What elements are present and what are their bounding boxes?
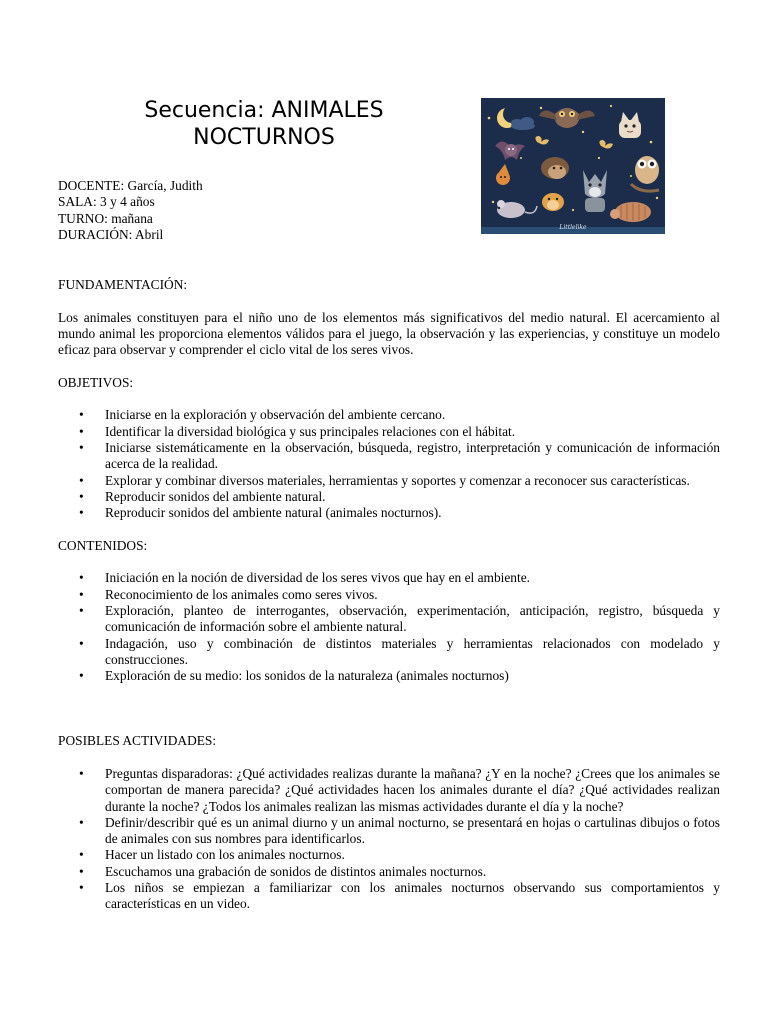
turno-line: TURNO: mañana [58,210,153,226]
list-item: • Iniciación en la noción de diversidad de los seres vivos que hay en el ambiente. [79,570,531,586]
list-item-text: Reproducir sonidos del ambiente natural. [105,488,326,504]
list-item: • Reconocimiento de los animales como seres vivos. [79,586,378,602]
list-item: • Exploración, planteo de interrogantes, observación, experimentación, anticipación, registro, búsqueda y comunicación de información sobre el ambiente natural. [79,602,720,635]
list-item: • Iniciarse sistemáticamente en la observación, búsqueda, registro, interpretación y comunicación de información acerca de la realidad. [79,439,720,472]
actividades-heading: POSIBLES ACTIVIDADES: [58,733,217,749]
fundamentacion-heading: FUNDAMENTACIÓN: [58,277,188,292]
list-item-text: Exploración de su medio: los sonidos de la naturaleza (animales nocturnos) [105,668,509,684]
list-item: • Reproducir sonidos del ambiente natural (animales nocturnos). [79,505,442,521]
info-block [58,178,203,243]
list-item: • Hacer un listado con los animales nocturnos. [79,847,345,863]
list-item-text: Reproducir sonidos del ambiente natural (animales nocturnos). [105,505,442,521]
list-item-text: Iniciación en la noción de diversidad de los seres vivos que hay en el ambiente. [105,570,531,586]
contenidos-list [58,570,720,684]
list-item: • Explorar y combinar diversos materiales, herramientas y soportes y comenzar a reconocer sus características. [79,472,690,488]
hedgehog-icon [541,157,569,179]
list-item-text: Preguntas disparadoras: ¿Qué actividades realizas durante la mañana? ¿Y en la noche? ¿Crees que los animales se comportan de manera parecida? ¿Qué actividades hacen los animales durante el día? ¿Qué actividades realizan durante la noche? ¿Todos los animales realizan las mismas actividades durante el día y la noche? [105,765,720,814]
sala-line: SALA: 3 y 4 años [58,194,155,210]
list-item-text: Definir/describir qué es un animal diurno y un animal nocturno, se presentará en hojas o cartulinas dibujos o fotos de animales con sus nombres para identificarlos. [105,814,720,847]
document-body [58,277,720,913]
list-item-text: Explorar y combinar diversos materiales, herramientas y soportes y comenzar a reconocer sus características. [105,472,690,488]
docente-line: DOCENTE: García, Judith [58,178,203,193]
list-item: • Identificar la diversidad biológica y sus principales relaciones con el hábitat. [79,423,516,439]
list-item-text: Hacer un listado con los animales nocturnos. [105,847,345,863]
list-item-text: Iniciarse en la exploración y observación del ambiente cercano. [105,407,446,423]
objetivos-heading: OBJETIVOS: [58,374,134,390]
nocturnal-animals-illustration [481,98,665,234]
actividades-list [58,766,720,913]
list-item: • Los niños se empiezan a familiarizar con los animales nocturnos observando sus comportamientos y características en un video. [79,879,720,912]
list-item-text: Exploración, planteo de interrogantes, observación, experimentación, anticipación, registro, búsqueda y comunicación de información sobre el ambiente natural. [105,602,720,635]
list-item-text: Reconocimiento de los animales como seres vivos. [105,586,378,602]
list-item-text: Iniciarse sistemáticamente en la observación, búsqueda, registro, interpretación y comunicación de información acerca de la realidad. [105,439,720,472]
fundamentacion-text: Los animales constituyen para el niño uno de los elementos más significativos del medio natural. El acercamiento al mundo animal les proporciona elementos válidos para el juego, la observación y las experiencias, y constituye un modelo eficaz para observar y comprender el ciclo vital de los seres vivos. [58,309,720,358]
objetivos-list [58,407,720,521]
list-item-text: Los niños se empiezan a familiarizar con los animales nocturnos observando sus comportamientos y características en un video. [105,879,720,912]
list-item: • Iniciarse en la exploración y observación del ambiente cercano. [79,407,446,423]
list-item: • Reproducir sonidos del ambiente natural. [79,488,326,504]
list-item-text: Identificar la diversidad biológica y sus principales relaciones con el hábitat. [105,423,516,439]
list-item: • Definir/describir qué es un animal diurno y un animal nocturno, se presentará en hojas o cartulinas dibujos o fotos de animales con sus nombres para identificarlos. [79,814,720,847]
list-item: • Exploración de su medio: los sonidos de la naturaleza (animales nocturnos) [79,668,509,684]
list-item: • Preguntas disparadoras: ¿Qué actividades realizas durante la mañana? ¿Y en la noche? ¿Crees que los animales se comportan de manera parecida? ¿Qué actividades hacen los animales durante el día? ¿Qué actividades realizan durante la noche? ¿Todos los animales realizan las mismas actividades durante el día y la noche? [79,765,720,814]
title-line-2: NOCTURNOS [193,125,335,150]
contenidos-heading: CONTENIDOS: [58,537,148,553]
duracion-line: DURACIÓN: Abril [58,226,164,242]
list-item-text: Escuchamos una grabación de sonidos de distintos animales nocturnos. [105,863,487,879]
hamster-icon [542,193,564,211]
title-line-1: Secuencia: ANIMALES [144,98,384,123]
illustration-watermark: Littlelike [559,224,587,231]
list-item: • Indagación, uso y combinación de distintos materiales y herramientas relacionados con modelado y construcciones. [79,635,720,667]
list-item: • Escuchamos una grabación de sonidos de distintos animales nocturnos. [79,863,487,879]
list-item-text: Indagación, uso y combinación de distintos materiales y herramientas relacionados con modelado y construcciones. [105,635,720,667]
page-title [108,97,420,151]
